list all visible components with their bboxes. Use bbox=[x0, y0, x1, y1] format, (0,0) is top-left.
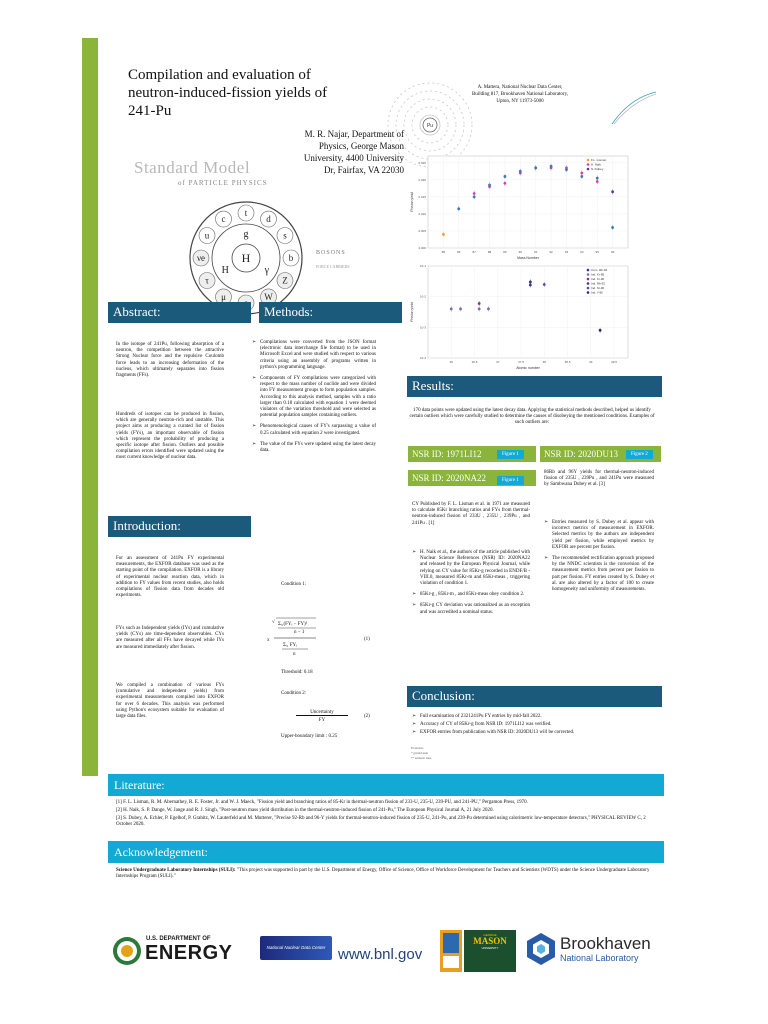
nsr-2020na22-label: NSR ID: 2020NA22 bbox=[412, 473, 487, 483]
data-point bbox=[457, 207, 460, 210]
particle-symbol: b bbox=[288, 253, 294, 263]
x-tick-label: 95 bbox=[595, 250, 599, 254]
x-tick-label: 92 bbox=[549, 250, 553, 254]
results-bullet: ➢ Entries measured by S. Dubey et al. appear with incorrect metrics of measurement in EXFOR. Selected metrics by the authors are independent yield per fission, while employed metrics by EXFOR are percent per fission. bbox=[544, 520, 654, 551]
literature-ref: [3] S. Dubey, A. Echler, P. Egelhof, P. Grabitz, W. Lauterfeld and M. Mutterer, "Precise 92-Rb and 96-Y yields for thermal-neutron-induced fission of 235-U, 241-Pu, and 239-Pu determined using calorimetric low-temperature detectors," PHYSICAL REVIEW C, 2 October 2020. bbox=[116, 816, 646, 828]
particle-symbol: μ bbox=[221, 291, 226, 302]
y-tick-label: 0.000 bbox=[418, 246, 426, 250]
affiliation-block: A. Mattera, National Nuclear Data Center, Building 817, Brookhaven National Laboratory, Upton, NY 11973-5000 bbox=[471, 85, 569, 104]
introduction-p1: For an assessment of 241Pu FY experimental measurements, the EXFOR database was used as the starting point of the compilation. EXFOR is a library of experimental nuclear reaction data, which in addition to FY values from recent studies, also holds compilations of fission data from decades old experiments. bbox=[116, 556, 224, 599]
legend-label: H. Naik bbox=[591, 162, 601, 167]
x-tick-label: 91 bbox=[534, 250, 538, 254]
legend-label: Cum. Rb-92 bbox=[591, 268, 608, 272]
x-tick-label: 39.5 bbox=[611, 360, 617, 364]
y-axis-label: Fission yield bbox=[410, 302, 414, 322]
svg-text:√: √ bbox=[272, 620, 275, 625]
footnote-ground: * ground state bbox=[411, 751, 428, 755]
svg-text:Pu: Pu bbox=[426, 123, 434, 129]
particle-symbol: τ bbox=[205, 275, 209, 286]
y-tick-label: 0.010 bbox=[418, 211, 426, 216]
x-tick-label: 89 bbox=[503, 250, 507, 254]
author-block: M. R. Najar, Department of Physics, George Mason University, 4400 University Dr, Fairfax, VA 22030 bbox=[303, 129, 404, 175]
legend-marker bbox=[587, 168, 590, 171]
footnote-isomeric: ** isomeric state bbox=[411, 756, 432, 760]
x-tick-label: 39 bbox=[589, 360, 593, 364]
y-axis-label: Fission yield bbox=[410, 192, 414, 212]
legend-marker bbox=[587, 273, 590, 276]
particle-symbol: d bbox=[266, 214, 271, 225]
x-tick-label: 94 bbox=[580, 250, 584, 254]
gmu-main-text: MASON bbox=[473, 936, 507, 946]
x-tick-label: 37.5 bbox=[518, 360, 524, 364]
legend-marker bbox=[587, 287, 590, 290]
legend-label: S. Dubey bbox=[591, 167, 604, 171]
gmu-sub-text: UNIVERSITY bbox=[481, 946, 499, 950]
particle-symbol: W bbox=[264, 291, 273, 302]
svg-text:n − 1: n − 1 bbox=[294, 630, 305, 635]
svg-text:Σᵢ₁(FYᵢ − FY)²: Σᵢ₁(FYᵢ − FY)² bbox=[278, 622, 308, 627]
conclusion-heading: Conclusion: bbox=[407, 686, 662, 707]
brookhaven-hex-icon bbox=[526, 932, 556, 966]
x-tick-label: 96 bbox=[610, 250, 615, 254]
legend-label: F.L. Lisman bbox=[591, 158, 607, 162]
y-tick-label: 0.020 bbox=[418, 177, 426, 182]
equation-2-numerator: Uncertainty bbox=[296, 710, 348, 716]
data-point bbox=[543, 283, 546, 286]
x-tick-label: 87 bbox=[472, 250, 476, 254]
doe-main-text: ENERGY bbox=[145, 942, 233, 964]
literature-heading: Literature: bbox=[108, 774, 664, 796]
y-tick-label: 0.015 bbox=[418, 194, 426, 199]
acknowledgement-body: "This project was supported in part by the U.S. Department of Energy, Office of Science, Office of Workforce Development for Teachers and Scientists (WDTS) under the Science Undergraduate Laboratory Internships Program (SULI)." bbox=[116, 868, 650, 880]
data-point bbox=[565, 168, 568, 171]
equation-2-label: (2) bbox=[364, 714, 370, 719]
introduction-p2: FYs such as Independent yields (IYs) and cumulative yields (CYs) are time-dependent observables. CYs are measured after all FFs have decayed while IYs are measured immediately after fission. bbox=[116, 626, 224, 650]
data-point bbox=[580, 175, 583, 178]
condition-2-label: Condition 2: bbox=[281, 691, 307, 696]
data-point bbox=[478, 307, 481, 310]
results-bullet: ➢ H. Naik et al., the authors of the article published with Nuclear Science References (NSR) ID: 2020NA22 and released by the European Physical Journal, while relying on CY value for 85Kr-g recorded in ENDF/B - VIII.0, measured 85Kr-m and 85Kr-meas , triggering violation of condition 1. bbox=[412, 550, 530, 587]
abstract-p1: In the isotope of 241Pu, following absorption of a neutron, the competition between the attractive Strong Nuclear force and the repulsive Coulomb force leads to an increasing deformation of the nucleus, which ultimately separates into fission fragments (FFs). bbox=[116, 342, 224, 379]
literature-ref: [2] H. Naik, S. P. Dange, W. Jange and R. J. Singh, "Post-neutron mass yield distribution in the thermal-neutron-induced fission of 241-Pu," The European Physical Journal A, 21 July 2020. bbox=[116, 808, 494, 813]
results-mid-bullets bbox=[412, 550, 530, 621]
boson-symbol: H bbox=[221, 265, 229, 276]
nndc-logo bbox=[260, 936, 332, 960]
nsr-2020du13-label: NSR ID: 2020DU13 bbox=[544, 449, 619, 459]
results-bullet: ➢ 85Kr-g CY deviation was rationalized as an exception and was accredited a nominal status. bbox=[412, 603, 530, 615]
atomic-number-chart bbox=[408, 262, 634, 372]
conclusion-bullet: ➢ Full examination of 2321241Pu FY entries by mid-fall 2022. bbox=[412, 714, 656, 720]
data-point bbox=[529, 284, 532, 287]
results-intro: 170 data points were updated using the latest decay data. Applying the statistical methods described, helped us identify certain outliers which were carefully studied to determine the causes of disobeying the mentioned conditions. Examples of such outliers are: bbox=[409, 408, 655, 426]
rb-y-yields-text: 86Rb and 96Y yields for thermal-neutron-induced fission of 235U , 239Pu , and 241Pu were measured by Sambwana Dubey et al. [3] bbox=[544, 470, 654, 488]
boson-symbol: γ bbox=[264, 265, 269, 276]
methods-bullet: ➢ Phenomenological causes of FY's surpassing a value of 0.25 calculated with equation 2 were investigated. bbox=[252, 424, 376, 436]
nndc-text: National Nuclear Data Center bbox=[266, 945, 326, 950]
x-tick-label: 36 bbox=[449, 360, 453, 364]
data-point bbox=[504, 175, 507, 178]
legend-label: Ind. Rb-92 bbox=[591, 281, 606, 286]
particle-symbol: t bbox=[244, 208, 248, 218]
y-tick-label: 0.005 bbox=[418, 228, 426, 233]
legend-marker bbox=[587, 282, 590, 285]
doe-seal-icon bbox=[112, 936, 142, 966]
bosons-label: BOSONS bbox=[316, 250, 346, 256]
doe-logo bbox=[112, 934, 252, 970]
bnl-url: www.bnl.gov bbox=[338, 946, 423, 963]
equation-1 bbox=[266, 614, 356, 660]
upper-boundary-text: Upper-boundary limit : 0.25 bbox=[281, 734, 338, 739]
x-tick-label: 85 bbox=[441, 250, 446, 254]
legend-marker bbox=[587, 159, 590, 162]
legend-marker bbox=[587, 163, 590, 166]
data-point bbox=[478, 302, 481, 305]
gmu-top-text: GEORGE bbox=[483, 933, 497, 937]
particle-symbol: νe bbox=[196, 253, 206, 263]
conclusion-bullets bbox=[412, 714, 656, 739]
abstract-heading: Abstract: bbox=[108, 302, 251, 323]
results-right-bullets bbox=[544, 520, 654, 598]
brookhaven-sub-text: National Laboratory bbox=[560, 953, 639, 963]
bnl-logo-badge bbox=[440, 930, 462, 972]
svg-text:n: n bbox=[293, 652, 296, 657]
gmu-logo bbox=[464, 930, 516, 972]
y-tick-label: 10-2 bbox=[419, 294, 426, 299]
methods-heading: Methods: bbox=[259, 302, 402, 323]
introduction-heading: Introduction: bbox=[108, 516, 251, 537]
methods-bullet: ➢ The value of the FYs were updated using the latest decay data. bbox=[252, 442, 376, 454]
standard-model-subtitle: of PARTICLE PHYSICS bbox=[178, 179, 268, 187]
data-point bbox=[611, 226, 614, 229]
methods-bullets bbox=[252, 340, 376, 459]
acknowledgement-heading: Acknowledgement: bbox=[108, 841, 664, 863]
x-tick-label: 86 bbox=[457, 250, 461, 254]
data-point bbox=[599, 329, 602, 332]
conclusion-bullet: ➢ EXFOR entries from publication with NSR ID: 2020DU13 will be corrected. bbox=[412, 730, 656, 736]
x-tick-label: 37 bbox=[496, 360, 500, 364]
results-bullet: ➢ 85Kr-g , 85Kr-m , and 85Kr-meas obey condition 2. bbox=[412, 592, 530, 598]
literature-ref: [1] F. L. Lisman, R. M. Abernathey, R. E. Foster, Jr. and W. J. Maeck, "Fission yield and branching ratios of 85-Kr in thermal-neutron fission of 233-U, 235-U, 239-PU, and 241-PU," Pergamon Press, 1970. bbox=[116, 800, 528, 805]
x-tick-label: 93 bbox=[564, 250, 569, 254]
acknowledgement-text bbox=[116, 868, 656, 881]
figure-2-tag: Figure 2 bbox=[626, 450, 653, 459]
poster-title: Compilation and evaluation of neutron-induced-fission yields of 241-Pu bbox=[128, 67, 328, 119]
x-tick-label: 90 bbox=[518, 250, 522, 254]
standard-model-title: Standard Model bbox=[134, 158, 251, 177]
nsr-1971li12-label: NSR ID: 1971LI12 bbox=[412, 449, 482, 459]
y-tick-label: 10-4 bbox=[419, 356, 426, 360]
data-point bbox=[504, 182, 507, 185]
orbit-swoosh bbox=[610, 88, 658, 128]
data-point bbox=[450, 307, 453, 310]
data-point bbox=[487, 307, 490, 310]
doe-top-text: U.S. DEPARTMENT OF bbox=[146, 936, 211, 942]
data-point bbox=[611, 190, 614, 193]
threshold-text: Threshold: 0.18 bbox=[281, 670, 313, 675]
legend-label: Ind. Kr-85 bbox=[591, 272, 605, 277]
higgs-symbol: H bbox=[241, 251, 251, 265]
brookhaven-main-text: Brookhaven bbox=[560, 934, 651, 953]
conclusion-bullet: ➢ Accuracy of CY of 85Kr-g from NSR ID: 1971LI12 was verified. bbox=[412, 722, 656, 728]
footnote-title: Footnotes: bbox=[411, 746, 424, 750]
legend-label: Ind. Sr-90 bbox=[591, 286, 605, 290]
accent-bar bbox=[82, 38, 98, 776]
figure-1-tag: Figure 1 bbox=[497, 450, 524, 459]
bnl-badge-icon bbox=[440, 930, 462, 972]
y-tick-label: 0.025 bbox=[418, 160, 426, 165]
svg-text:Σᵢ₁ FYᵢ: Σᵢ₁ FYᵢ bbox=[283, 643, 297, 648]
legend-label: Ind. Y-96 bbox=[591, 290, 603, 295]
results-bullet: ➢ The recommended rectification approach proposed by the NNDC scientists is the conversion of the measurement metrics from percent per fission to part per fission. FY entries created by S. Dubey et al. are also altered by a factor of 100 to create homogeneity and uniformity of measurements. bbox=[544, 556, 654, 593]
methods-bullet: ➢ Compilations were converted from the JSON format (electronic data interchange file format) to be used in Microsoft Excel and were studied with respect to various criteria using an assembly of programs written in python's programming language. bbox=[252, 340, 376, 371]
data-point bbox=[488, 184, 491, 187]
methods-bullet: ➢ Components of FY compilations were categorized with respect to the mass number of nuclide and were divided into FY measurement groups to form population samples. According to this analysis method, samples with a ratio larger than 0.18 calculated with equation 1 were deemed violators of the variation threshold and were selected as potential population samples containing outliers. bbox=[252, 376, 376, 419]
legend-marker bbox=[587, 269, 590, 272]
x-tick-label: 38.5 bbox=[564, 360, 571, 364]
particle-symbol: u bbox=[204, 230, 210, 241]
standard-model-wheel bbox=[186, 198, 306, 318]
data-point bbox=[534, 167, 537, 170]
cy-lisman-text: CY Published by F. L. Lisman et al. in 1971 are measured to calculate 85Kr branching ratios and FYs from thermal-neutron-induced fission of 233U , 235U , 239Pu , and 241Pu . [1] bbox=[412, 502, 530, 526]
condition-1-label: Condition 1: bbox=[281, 582, 307, 587]
mass-number-chart bbox=[408, 152, 634, 262]
x-tick-label: 88 bbox=[487, 250, 492, 254]
equation-2-denominator: FY bbox=[318, 718, 326, 723]
particle-symbol: Z bbox=[282, 275, 288, 286]
data-point bbox=[459, 307, 462, 310]
x-tick-label: 36.5 bbox=[471, 360, 478, 364]
boson-symbol: g bbox=[243, 229, 249, 240]
particle-symbol: s bbox=[283, 230, 287, 241]
data-point bbox=[550, 165, 553, 168]
data-point bbox=[519, 170, 522, 173]
x-axis-label: Mass Number bbox=[517, 256, 539, 260]
force-carriers-label: FORCE CARRIERS bbox=[316, 264, 350, 269]
x-tick-label: 38 bbox=[542, 360, 546, 364]
legend-marker bbox=[587, 291, 590, 294]
x-axis-label: Atomic number bbox=[516, 366, 540, 370]
suli-label: Science Undergraduate Laboratory Internships (SULI): bbox=[116, 868, 236, 873]
figure-1b-tag: Figure 1 bbox=[497, 476, 524, 485]
data-point bbox=[473, 195, 476, 198]
equation-1-label: (1) bbox=[364, 637, 370, 642]
data-point bbox=[596, 177, 599, 180]
results-heading: Results: bbox=[407, 376, 662, 397]
introduction-p3: We compiled a combination of various FYs (cumulative and independent yields) from experimental measurements compiled into EXFOR for over 6 decades. This analysis was performed using Python's ecosystem suitable for evaluation of large data files. bbox=[116, 683, 224, 720]
data-point bbox=[442, 233, 445, 236]
particle-symbol: c bbox=[221, 214, 226, 225]
svg-text:x: x bbox=[267, 638, 270, 643]
y-tick-label: 10-1 bbox=[419, 264, 426, 268]
brookhaven-logo bbox=[526, 930, 666, 970]
legend-label: Ind. Kr-90 bbox=[591, 277, 605, 281]
y-tick-label: 10-3 bbox=[419, 325, 426, 330]
legend-marker bbox=[587, 278, 590, 281]
abstract-p2: Hundreds of isotopes can be produced in fission, which are generally neutron-rich and unstable. This project aims at producing a curated list of fission yields (FYs), an important observable of fission which represent the probability of producing a specific isotope after fission. Outliers and possible compilation errors identified were updated using the most current knowledge of nuclear data. bbox=[116, 412, 224, 461]
